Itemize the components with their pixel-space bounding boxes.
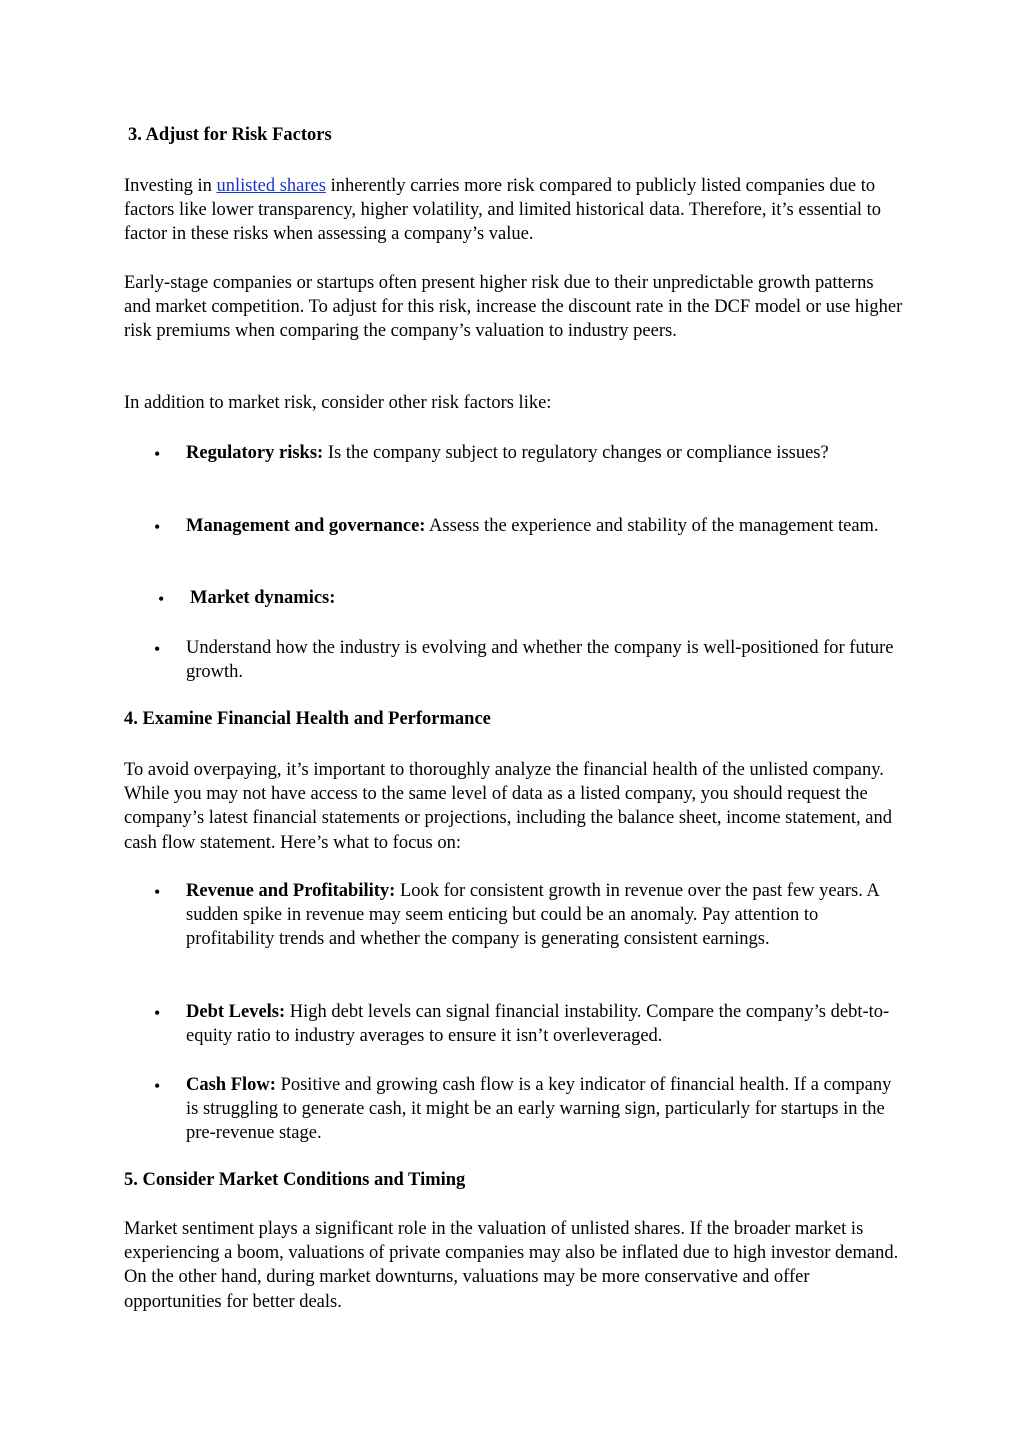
unlisted-shares-link[interactable]: unlisted shares	[216, 176, 326, 196]
list-item	[186, 514, 904, 538]
paragraph	[124, 174, 904, 247]
paragraph-text: inherently carries more risk compared to publicly listed companies due to factors like lower transparency, higher volatility, and limited historical data. Therefore, it’s essential to factor in these risks when assessing a company’s value.	[124, 176, 882, 245]
paragraph-text: Investing in	[124, 176, 217, 196]
section-heading: 5. Consider Market Conditions and Timing	[124, 1170, 466, 1190]
section-heading: 4. Examine Financial Health and Performance	[124, 709, 491, 729]
bullet-icon: •	[154, 639, 161, 659]
list-item-text: Is the company subject to regulatory changes or compliance issues?	[323, 443, 829, 463]
bullet-icon: •	[154, 1076, 161, 1096]
bullet-icon: •	[158, 589, 165, 609]
list-item-label: Revenue and Profitability:	[186, 881, 396, 901]
list-item	[186, 1073, 904, 1146]
bullet-icon: •	[154, 444, 161, 464]
list-item-label: Cash Flow:	[186, 1075, 276, 1095]
bullet-icon: •	[154, 882, 161, 902]
list-item	[186, 636, 904, 684]
paragraph: In addition to market risk, consider other risk factors like:	[124, 393, 552, 413]
list-item-text: High debt levels can signal financial instability. Compare the company’s debt-to-equity ratio to industry averages to ensure it isn’t overleveraged.	[186, 1002, 890, 1047]
paragraph: Market sentiment plays a significant role in the valuation of unlisted shares. If the broader market is experiencing a boom, valuations of private companies may also be inflated due to high investor demand. On the other hand, during market downturns, valuations may be more conservative and offer opportunities for better deals.	[124, 1219, 899, 1312]
list-item-label: Market dynamics:	[190, 588, 336, 608]
list-item	[190, 586, 908, 610]
list-item-label: Management and governance:	[186, 516, 426, 536]
bullet-icon: •	[154, 517, 161, 537]
list-item-text: Positive and growing cash flow is a key indicator of financial health. If a company is struggling to generate cash, it might be an early warning sign, particularly for startups in the pre-revenue stage.	[186, 1075, 892, 1144]
paragraph: Early-stage companies or startups often present higher risk due to their unpredictable growth patterns and market competition. To adjust for this risk, increase the discount rate in the DCF model or use higher risk premiums when comparing the company’s valuation to industry peers.	[124, 273, 903, 342]
list-item	[186, 879, 904, 952]
list-item-label: Regulatory risks:	[186, 443, 324, 463]
list-item-text: Understand how the industry is evolving and whether the company is well-positioned for future growth.	[186, 638, 894, 683]
list-item	[186, 1000, 904, 1048]
list-item-label: Debt Levels:	[186, 1002, 286, 1022]
paragraph: To avoid overpaying, it’s important to thoroughly analyze the financial health of the unlisted company. While you may not have access to the same level of data as a listed company, you should request the company’s latest financial statements or projections, including the balance sheet, income statement, and cash flow statement. Here’s what to focus on:	[124, 760, 893, 853]
section-heading: 3. Adjust for Risk Factors	[128, 125, 332, 145]
list-item-text: Look for consistent growth in revenue over the past few years. A sudden spike in revenue may seem enticing but could be an anomaly. Pay attention to profitability trends and whether the company is generating consistent earnings.	[186, 881, 879, 950]
bullet-icon: •	[154, 1003, 161, 1023]
list-item-text: Assess the experience and stability of the management team.	[425, 516, 879, 536]
list-item	[186, 441, 904, 465]
